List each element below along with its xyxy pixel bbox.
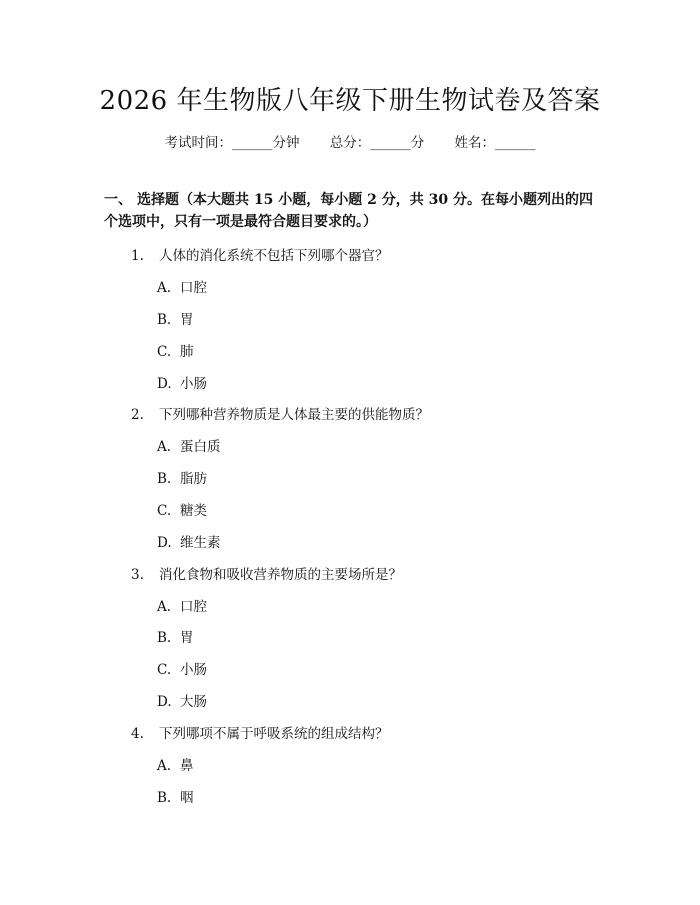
option-text: 蛋白质 [180,439,221,455]
option-text: 鼻 [180,758,194,774]
q2-option-c [157,499,207,519]
q2-option-b [157,467,207,487]
option-letter: B. [157,312,172,328]
question-3 [131,563,402,583]
option-text: 小肠 [180,662,207,678]
option-text: 小肠 [180,376,207,392]
option-text: 胃 [180,312,194,328]
q3-option-a [157,595,207,615]
question-number: 4. [131,726,144,742]
option-text: 维生素 [180,535,221,551]
option-letter: B. [157,630,172,646]
section-heading [104,189,604,233]
option-letter: C. [157,344,172,360]
option-text: 口腔 [180,599,207,615]
option-letter: D. [157,535,172,551]
exam-time-field: 考试时间：______分钟 [164,135,300,151]
option-letter: B. [157,790,172,806]
question-number: 1. [131,248,144,264]
question-text: 消化食物和吸收营养物质的主要场所是？ [159,567,402,583]
question-2 [131,403,429,423]
option-letter: C. [157,503,172,519]
option-letter: D. [157,376,172,392]
page-title: 2026 年生物版八年级下册生物试卷及答案 [99,86,601,116]
section-number: 一、 [104,192,132,208]
q1-option-b [157,308,194,328]
question-number: 2. [131,407,144,423]
option-letter: D. [157,694,172,710]
question-1 [131,244,389,264]
option-letter: A. [157,439,172,455]
q1-option-a [157,276,207,296]
option-text: 口腔 [180,280,207,296]
question-number: 3. [131,567,144,583]
question-text: 下列哪项不属于呼吸系统的组成结构？ [159,726,389,742]
option-text: 糖类 [180,503,207,519]
total-score-field: 总分：______分 [329,135,425,151]
q1-option-c [157,340,194,360]
q4-option-a [157,754,194,774]
option-text: 肺 [180,344,194,360]
option-text: 脂肪 [180,471,207,487]
question-4 [131,722,389,742]
q3-option-b [157,626,194,646]
question-text: 下列哪种营养物质是人体最主要的供能物质？ [159,407,429,423]
q2-option-d [157,531,221,551]
option-letter: A. [157,758,172,774]
option-letter: A. [157,280,172,296]
option-letter: C. [157,662,172,678]
option-letter: B. [157,471,172,487]
q3-option-c [157,658,207,678]
question-text: 人体的消化系统不包括下列哪个器官？ [159,248,389,264]
student-name-field: 姓名：______ [454,135,536,151]
option-text: 大肠 [180,694,207,710]
q4-option-b [157,786,194,806]
q3-option-d [157,690,207,710]
q1-option-d [157,372,207,392]
option-text: 咽 [180,790,194,806]
section-instructions: 选择题（本大题共 15 小题，每小题 2 分，共 30 分。在每小题列出的四个选项中，只有一项是最符合题目要求的。） [104,192,593,230]
option-letter: A. [157,599,172,615]
exam-info-line [0,131,700,151]
option-text: 胃 [180,630,194,646]
q2-option-a [157,435,221,455]
